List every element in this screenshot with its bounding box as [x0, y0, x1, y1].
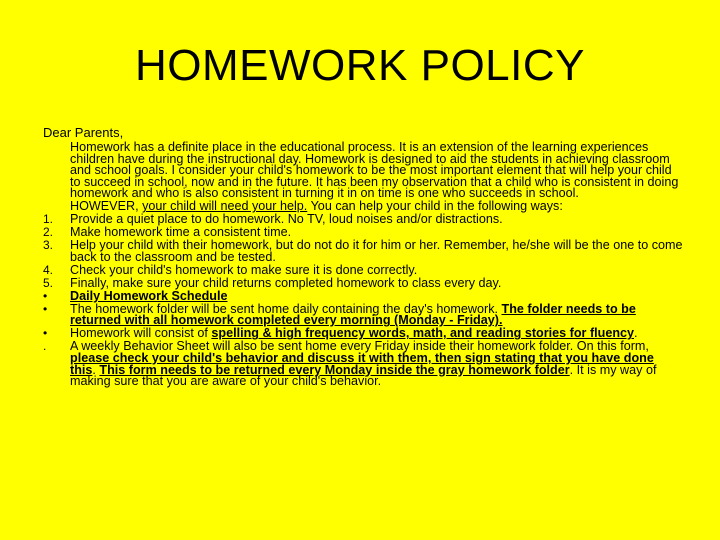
policy-body — [43, 126, 683, 389]
list-item — [43, 214, 683, 226]
consist-item — [43, 328, 683, 340]
bullet: • — [43, 288, 48, 303]
schedule-heading — [43, 288, 683, 303]
behavior-text-3: . It is my way of making sure that you are aware of your child's behavior. — [70, 362, 657, 389]
behavior-item — [43, 341, 683, 387]
list-item-text: Finally, make sure your child returns completed homework to class every day. — [70, 275, 502, 290]
page-title: HOMEWORK POLICY — [135, 41, 585, 90]
folder-text: The homework folder will be sent home daily containing the day's homework. — [70, 301, 502, 316]
list-item-text: Help your child with their homework, but do not do it for him or her. Remember, he/she will be the one to come back to the classroom and be tested. — [70, 238, 683, 264]
folder-emphasis: The folder needs to be returned with all homework completed every morning (Monday - Friday). — [70, 301, 636, 328]
list-item — [43, 227, 683, 239]
list-item — [43, 275, 683, 290]
list-number: 5. — [43, 275, 54, 290]
intro-text: Homework has a definite place in the educational process. It is an extension of the learning experiences children have during the instructional day. Homework is designed to aid the students in achieving classroom and school goals. I consider your child's homework to be the most important element that will help your child to succeed in school, now and in the future. It has been my observation that a child who is consistent in doing homework and who is also consistent in turning it in on time is one who succeeds in school. — [70, 140, 679, 201]
consist-emphasis: spelling & high frequency words, math, and reading stories for fluency — [211, 326, 635, 341]
however-suffix: You can help your child in the following ways: — [307, 199, 563, 214]
list-item — [43, 262, 683, 277]
consist-text: Homework will consist of — [70, 326, 212, 341]
list-number: 4. — [43, 262, 54, 277]
bullet: • — [43, 301, 48, 316]
list-item-text: Provide a quiet place to do homework. No TV, loud noises and/or distractions. — [70, 212, 503, 227]
behavior-emphasis-2: This form needs to be returned every Monday inside the gray homework folder — [99, 362, 570, 377]
however-underlined: your child will need your help. — [142, 199, 308, 214]
greeting: Dear Parents, — [43, 125, 124, 140]
folder-item — [43, 301, 683, 328]
however-prefix: HOWEVER, — [70, 199, 143, 214]
behavior-text-1: A weekly Behavior Sheet will also be sent home every Friday inside their homework folder. On this form, — [70, 339, 649, 354]
list-number: 3. — [43, 238, 54, 253]
list-number: 1. — [43, 212, 54, 227]
bullet: . — [43, 339, 47, 354]
behavior-emphasis-1: please check your child's behavior and discuss it with them, then sign stating that you have done this — [70, 351, 654, 377]
behavior-text-2: . — [92, 362, 100, 377]
list-number: 2. — [43, 225, 54, 240]
list-item-text: Check your child's homework to make sure it is done correctly. — [70, 262, 418, 277]
list-item-text: Make homework time a consistent time. — [70, 225, 292, 240]
bullet: • — [43, 326, 48, 341]
however-paragraph — [43, 201, 683, 213]
consist-suffix: . — [634, 326, 638, 341]
intro-paragraph — [43, 142, 683, 200]
list-item — [43, 240, 683, 263]
schedule-heading-text: Daily Homework Schedule — [70, 288, 228, 303]
